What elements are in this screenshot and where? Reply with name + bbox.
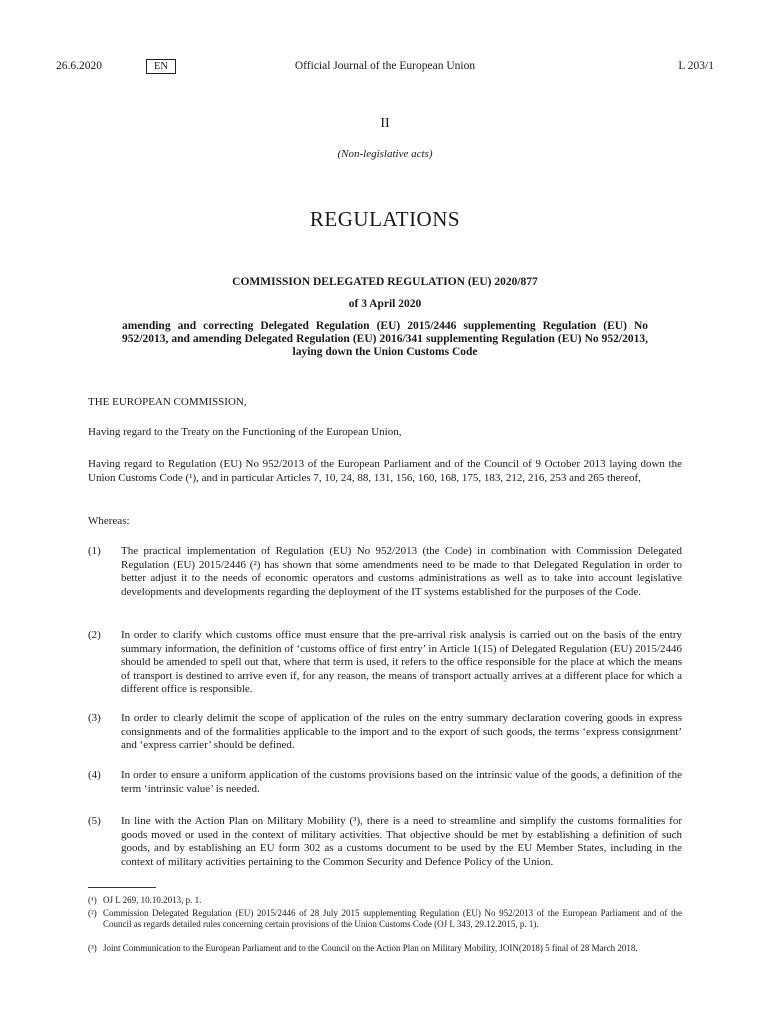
recital-number: (2) bbox=[88, 629, 101, 641]
footnote-number: (²) bbox=[88, 908, 97, 918]
journal-title: Official Journal of the European Union bbox=[294, 60, 476, 72]
footnote-text: Commission Delegated Regulation (EU) 2015/2446 of 28 July 2015 supplementing Regulation (EU) No 952/2013 of the European Parliament and of the Council as regards detailed rules concerning certain provisions of the Union Customs Code (OJ L 343, 29.12.2015, p. 1). bbox=[103, 908, 682, 929]
preamble-treaty: Having regard to the Treaty on the Functioning of the European Union, bbox=[88, 426, 402, 438]
header-date: 26.6.2020 bbox=[56, 60, 102, 72]
preamble-whereas: Whereas: bbox=[88, 515, 130, 527]
preamble-commission: THE EUROPEAN COMMISSION, bbox=[88, 396, 247, 408]
regulation-subject: amending and correcting Delegated Regulation (EU) 2015/2446 supplementing Regulation (EU) No 952/2013, and amending Delegated Regulation (EU) 2016/341 supplementing Regulation (EU) No 952/2013, laying down the Union Customs Code bbox=[122, 320, 648, 358]
language-badge: EN bbox=[146, 59, 176, 74]
footnote-number: (³) bbox=[88, 943, 97, 953]
non-legislative-label: (Non-legislative acts) bbox=[337, 148, 433, 160]
recital-number: (3) bbox=[88, 712, 101, 724]
preamble-regard-regulation: Having regard to Regulation (EU) No 952/2013 of the European Parliament and of the Council of 9 October 2013 laying down the Union Customs Code (¹), and in particular Articles 7, 10, 24, 88, 131, 156, 160, 168, 175, 183, 212, 216, 253 and 265 thereof, bbox=[88, 458, 682, 484]
footnote-number: (¹) bbox=[88, 895, 97, 905]
recital-text: In order to clearly delimit the scope of application of the rules on the entry summary declaration covering goods in express consignments and of the formalities applicable to the import and to the export of such goods, the terms ‘express consignment’ and ‘express carrier’ should be defined. bbox=[121, 712, 682, 751]
recital-text: In line with the Action Plan on Military Mobility (³), there is a need to streamline and simplify the customs formalities for goods moved or used in the context of military activities. That objective should be met by establishing a definition of such goods, and by establishing an EU form 302 as a customs document to be used by the EU Member States, including in the context of military activities pertaining to the Common Security and Defence Policy of the Union. bbox=[121, 815, 682, 868]
part-number: II bbox=[380, 116, 390, 131]
footnote-text: OJ L 269, 10.10.2013, p. 1. bbox=[103, 895, 202, 905]
footnote-divider bbox=[88, 887, 156, 888]
recital-number: (5) bbox=[88, 815, 101, 827]
regulation-date: of 3 April 2020 bbox=[348, 298, 422, 310]
footnote-text: Joint Communication to the European Parliament and to the Council on the Action Plan on Military Mobility, JOIN(2018) 5 final of 28 March 2018. bbox=[103, 943, 638, 953]
recital-text: In order to clarify which customs office must ensure that the pre-arrival risk analysis is carried out on the basis of the entry summary information, the definition of ‘customs office of first entry’ in Article 1(15) of Delegated Regulation (EU) 2015/2446 should be amended to spell out that, where that term is used, it refers to the office responsible for the place at which the means of transport is destined to arrive even if, for any reason, the means of transport actually arrives at a different place for which a different office is responsible. bbox=[121, 629, 682, 695]
recital-text: The practical implementation of Regulation (EU) No 952/2013 (the Code) in combination with Commission Delegated Regulation (EU) 2015/2446 (²) has shown that some amendments need to be made to that Delegated Regulation in order to better adjust it to the needs of economic operators and customs administrations as well as to take into account legislative developments and developments regarding the deployment of the IT systems established for the purposes of the Code. bbox=[121, 545, 682, 598]
recital-number: (1) bbox=[88, 545, 101, 557]
section-title: REGULATIONS bbox=[309, 207, 461, 231]
recital-number: (4) bbox=[88, 769, 101, 781]
recital-text: In order to ensure a uniform application of the customs provisions based on the intrinsic value of the goods, a definition of the term ‘intrinsic value’ is needed. bbox=[121, 769, 682, 795]
page-number: L 203/1 bbox=[678, 60, 714, 72]
regulation-title: COMMISSION DELEGATED REGULATION (EU) 2020/877 bbox=[232, 276, 538, 288]
